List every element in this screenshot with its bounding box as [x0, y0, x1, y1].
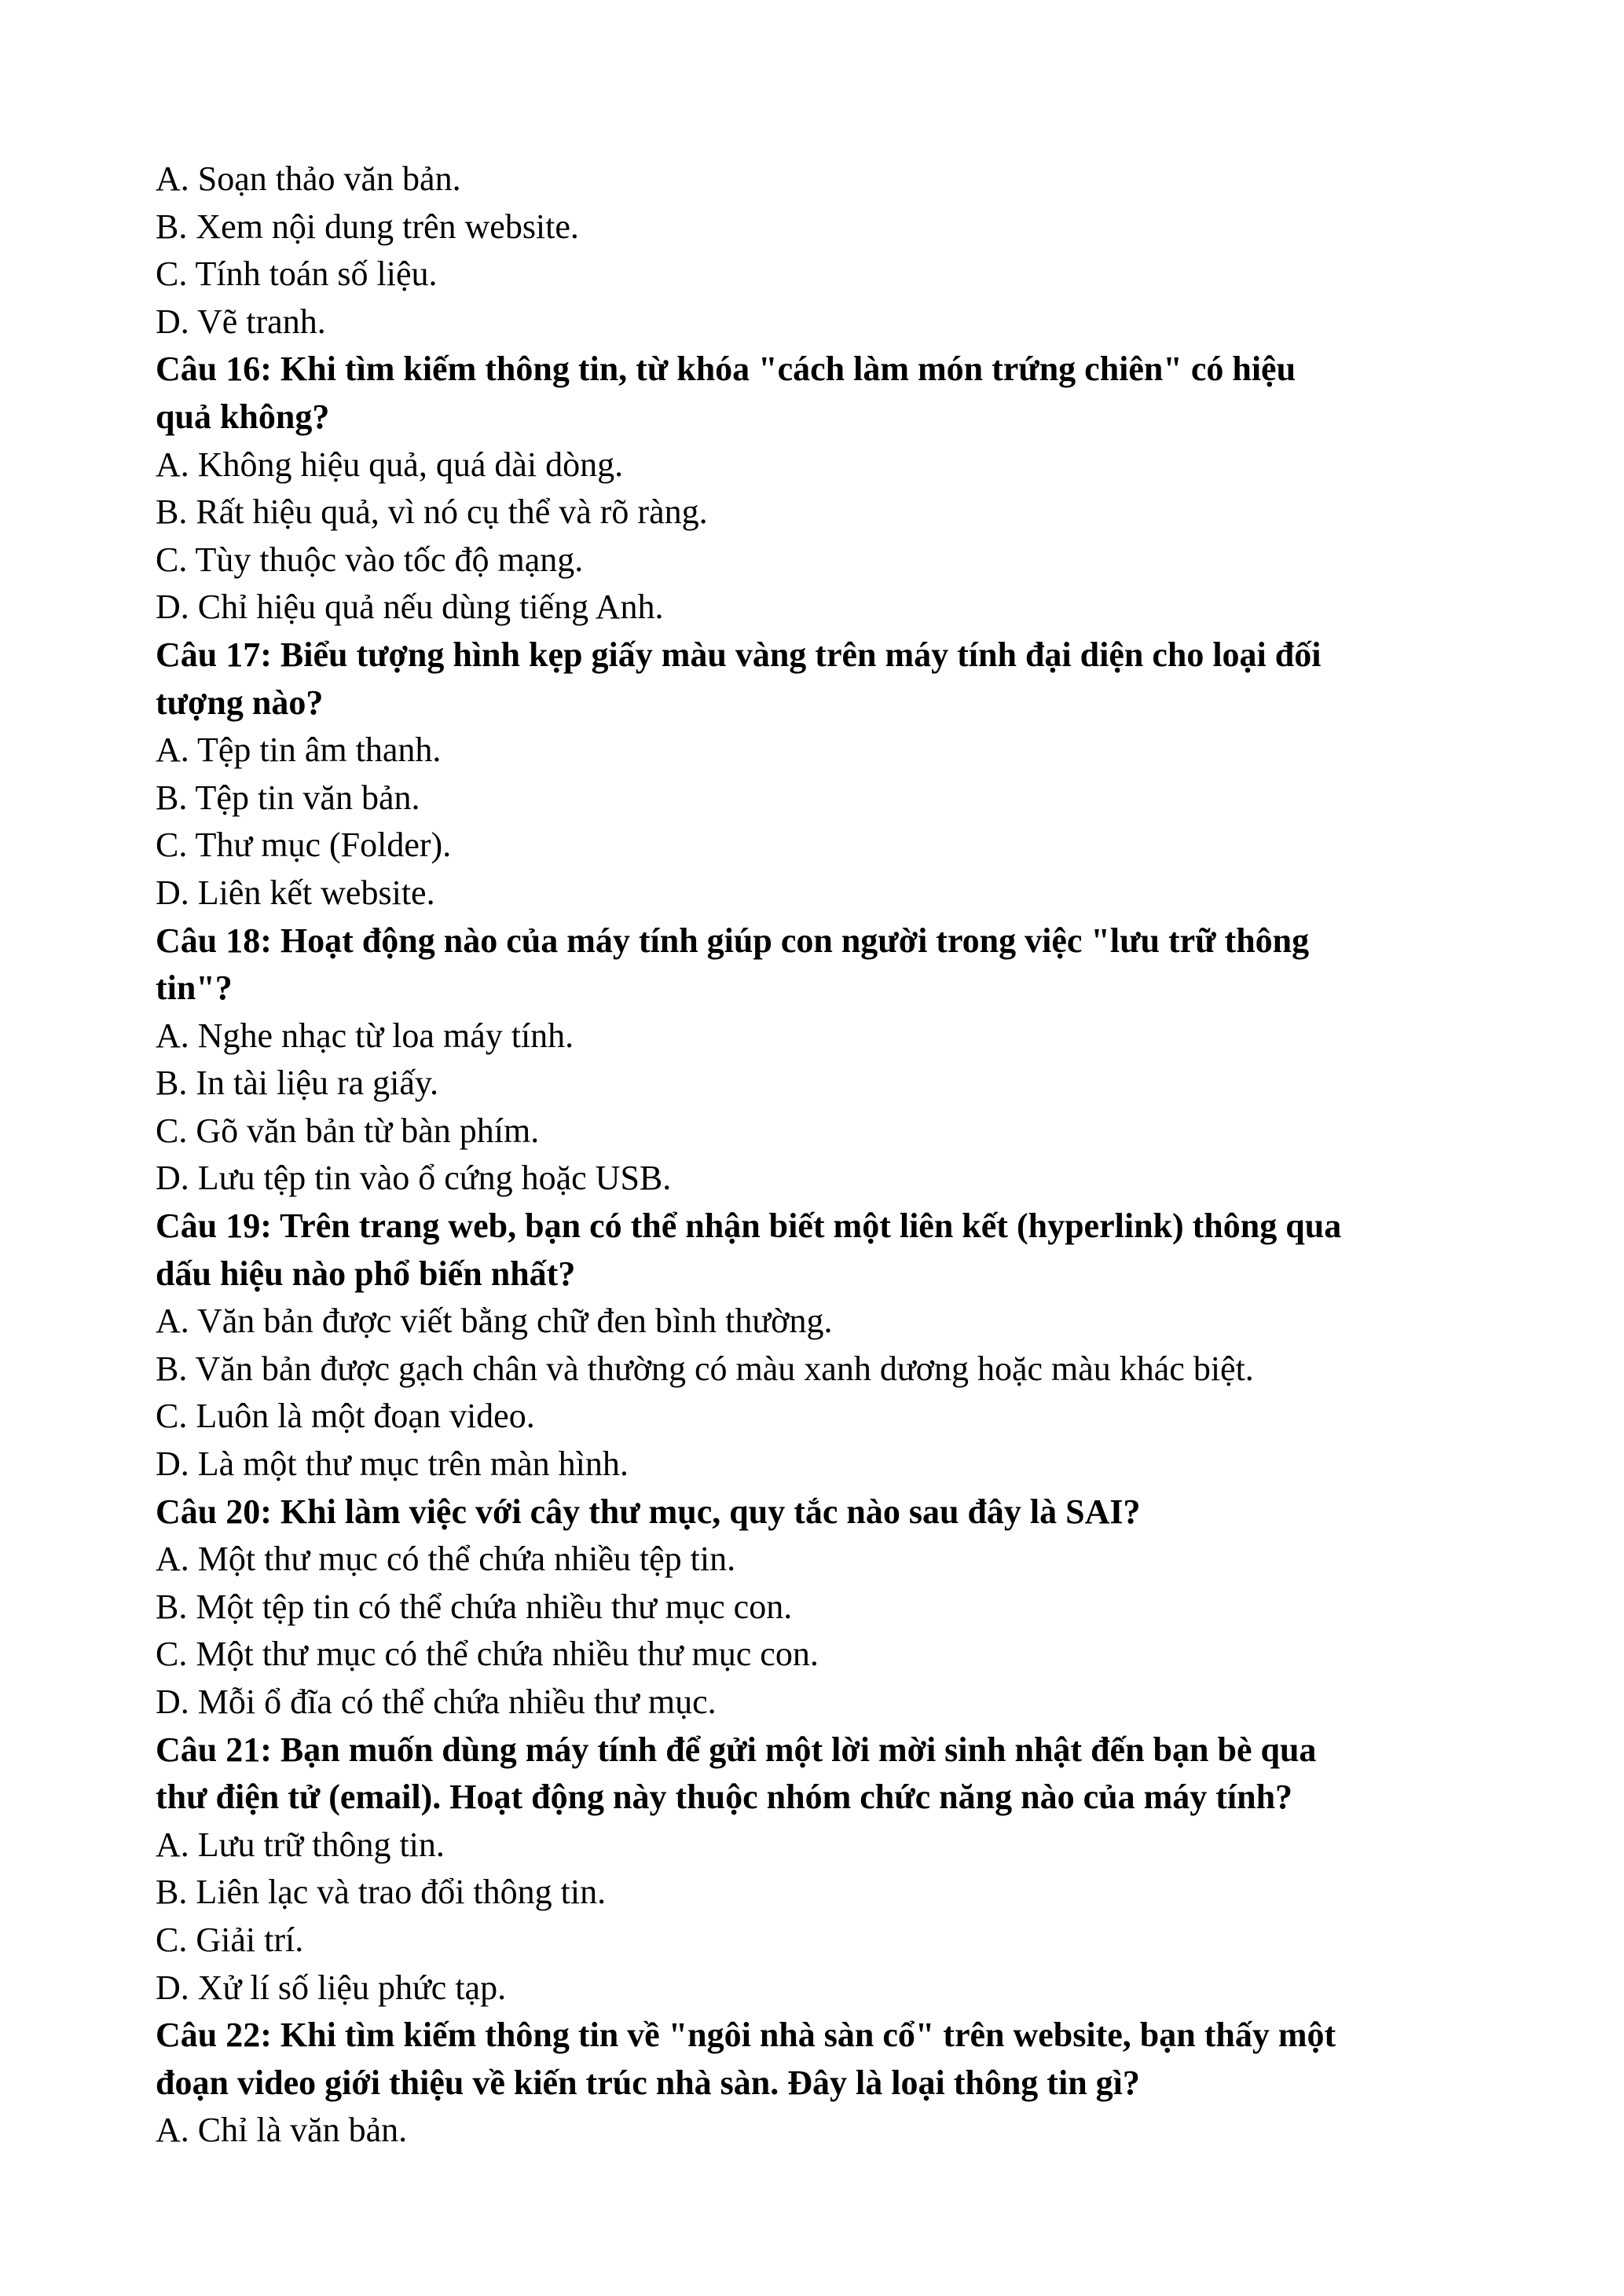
option-a: A. Nghe nhạc từ loa máy tính. — [156, 1016, 574, 1055]
question-text: Câu 18: Hoạt động nào của máy tính giúp con người trong việc "lưu trữ thông — [156, 921, 1310, 960]
question-text: dấu hiệu nào phổ biến nhất? — [156, 1254, 576, 1293]
question-21 — [156, 1727, 1507, 2012]
option-c: C. Thư mục (Folder). — [156, 826, 452, 865]
question-text: Câu 22: Khi tìm kiếm thông tin về "ngôi nhà sàn cổ" trên website, bạn thấy một — [156, 2016, 1336, 2055]
question-text: Câu 17: Biểu tượng hình kẹp giấy màu vàng trên máy tính đại diện cho loại đối — [156, 635, 1322, 674]
option-d: D. Xử lí số liệu phức tạp. — [156, 1968, 507, 2007]
question-text: Câu 20: Khi làm việc với cây thư mục, quy tắc nào sau đây là SAI? — [156, 1492, 1141, 1531]
option-c: C. Giải trí. — [156, 1920, 304, 1959]
option-c: C. Tính toán số liệu. — [156, 255, 438, 294]
question-text: thư điện tử (email). Hoạt động này thuộc nhóm chức năng nào của máy tính? — [156, 1778, 1293, 1817]
question-text: quả không? — [156, 397, 330, 436]
option-b: B. Văn bản được gạch chân và thường có màu xanh dương hoặc màu khác biệt. — [156, 1349, 1254, 1388]
question-text: tin"? — [156, 969, 233, 1008]
option-b: B. Một tệp tin có thể chứa nhiều thư mục con. — [156, 1587, 793, 1626]
option-d: D. Chỉ hiệu quả nếu dùng tiếng Anh. — [156, 588, 664, 627]
option-a: A. Chỉ là văn bản. — [156, 2111, 408, 2150]
question-text: Câu 21: Bạn muốn dùng máy tính để gửi một lời mời sinh nhật đến bạn bè qua — [156, 1730, 1317, 1769]
question-17 — [156, 632, 1507, 917]
option-a: A. Lưu trữ thông tin. — [156, 1825, 445, 1864]
document-page — [156, 156, 1507, 2155]
option-c: C. Tùy thuộc vào tốc độ mạng. — [156, 540, 584, 579]
leading-options — [156, 156, 1507, 346]
question-text: tượng nào? — [156, 683, 324, 722]
option-a: A. Một thư mục có thể chứa nhiều tệp tin. — [156, 1540, 736, 1579]
option-c: C. Gõ văn bản từ bàn phím. — [156, 1111, 540, 1150]
option-b: B. In tài liệu ra giấy. — [156, 1064, 439, 1103]
option-c: C. Luôn là một đoạn video. — [156, 1397, 535, 1436]
question-19 — [156, 1203, 1507, 1489]
option-a: A. Tệp tin âm thanh. — [156, 731, 442, 770]
option-d: D. Là một thư mục trên màn hình. — [156, 1445, 629, 1484]
question-text: Câu 19: Trên trang web, bạn có thể nhận biết một liên kết (hyperlink) thông qua — [156, 1207, 1342, 1246]
option-a: A. Không hiệu quả, quá dài dòng. — [156, 445, 624, 484]
option-b: B. Liên lạc và trao đổi thông tin. — [156, 1873, 607, 1912]
option-d: D. Lưu tệp tin vào ổ cứng hoặc USB. — [156, 1159, 672, 1198]
question-text: Câu 16: Khi tìm kiếm thông tin, từ khóa "cách làm món trứng chiên" có hiệu — [156, 350, 1296, 389]
option-b: B. Rất hiệu quả, vì nó cụ thể và rõ ràng. — [156, 493, 708, 532]
question-18 — [156, 917, 1507, 1203]
option-d: D. Mỗi ổ đĩa có thể chứa nhiều thư mục. — [156, 1683, 717, 1721]
question-16 — [156, 346, 1507, 632]
option-c: C. Một thư mục có thể chứa nhiều thư mục con. — [156, 1635, 819, 1674]
option-d: D. Vẽ tranh. — [156, 302, 326, 341]
option-b: B. Xem nội dung trên website. — [156, 207, 579, 246]
option-a: A. Soạn thảo văn bản. — [156, 159, 461, 198]
option-a: A. Văn bản được viết bằng chữ đen bình thường. — [156, 1302, 833, 1341]
question-text: đoạn video giới thiệu về kiến trúc nhà sàn. Đây là loại thông tin gì? — [156, 2063, 1140, 2102]
option-b: B. Tệp tin văn bản. — [156, 778, 420, 817]
question-20 — [156, 1489, 1507, 1727]
option-d: D. Liên kết website. — [156, 873, 435, 912]
question-22 — [156, 2012, 1507, 2155]
